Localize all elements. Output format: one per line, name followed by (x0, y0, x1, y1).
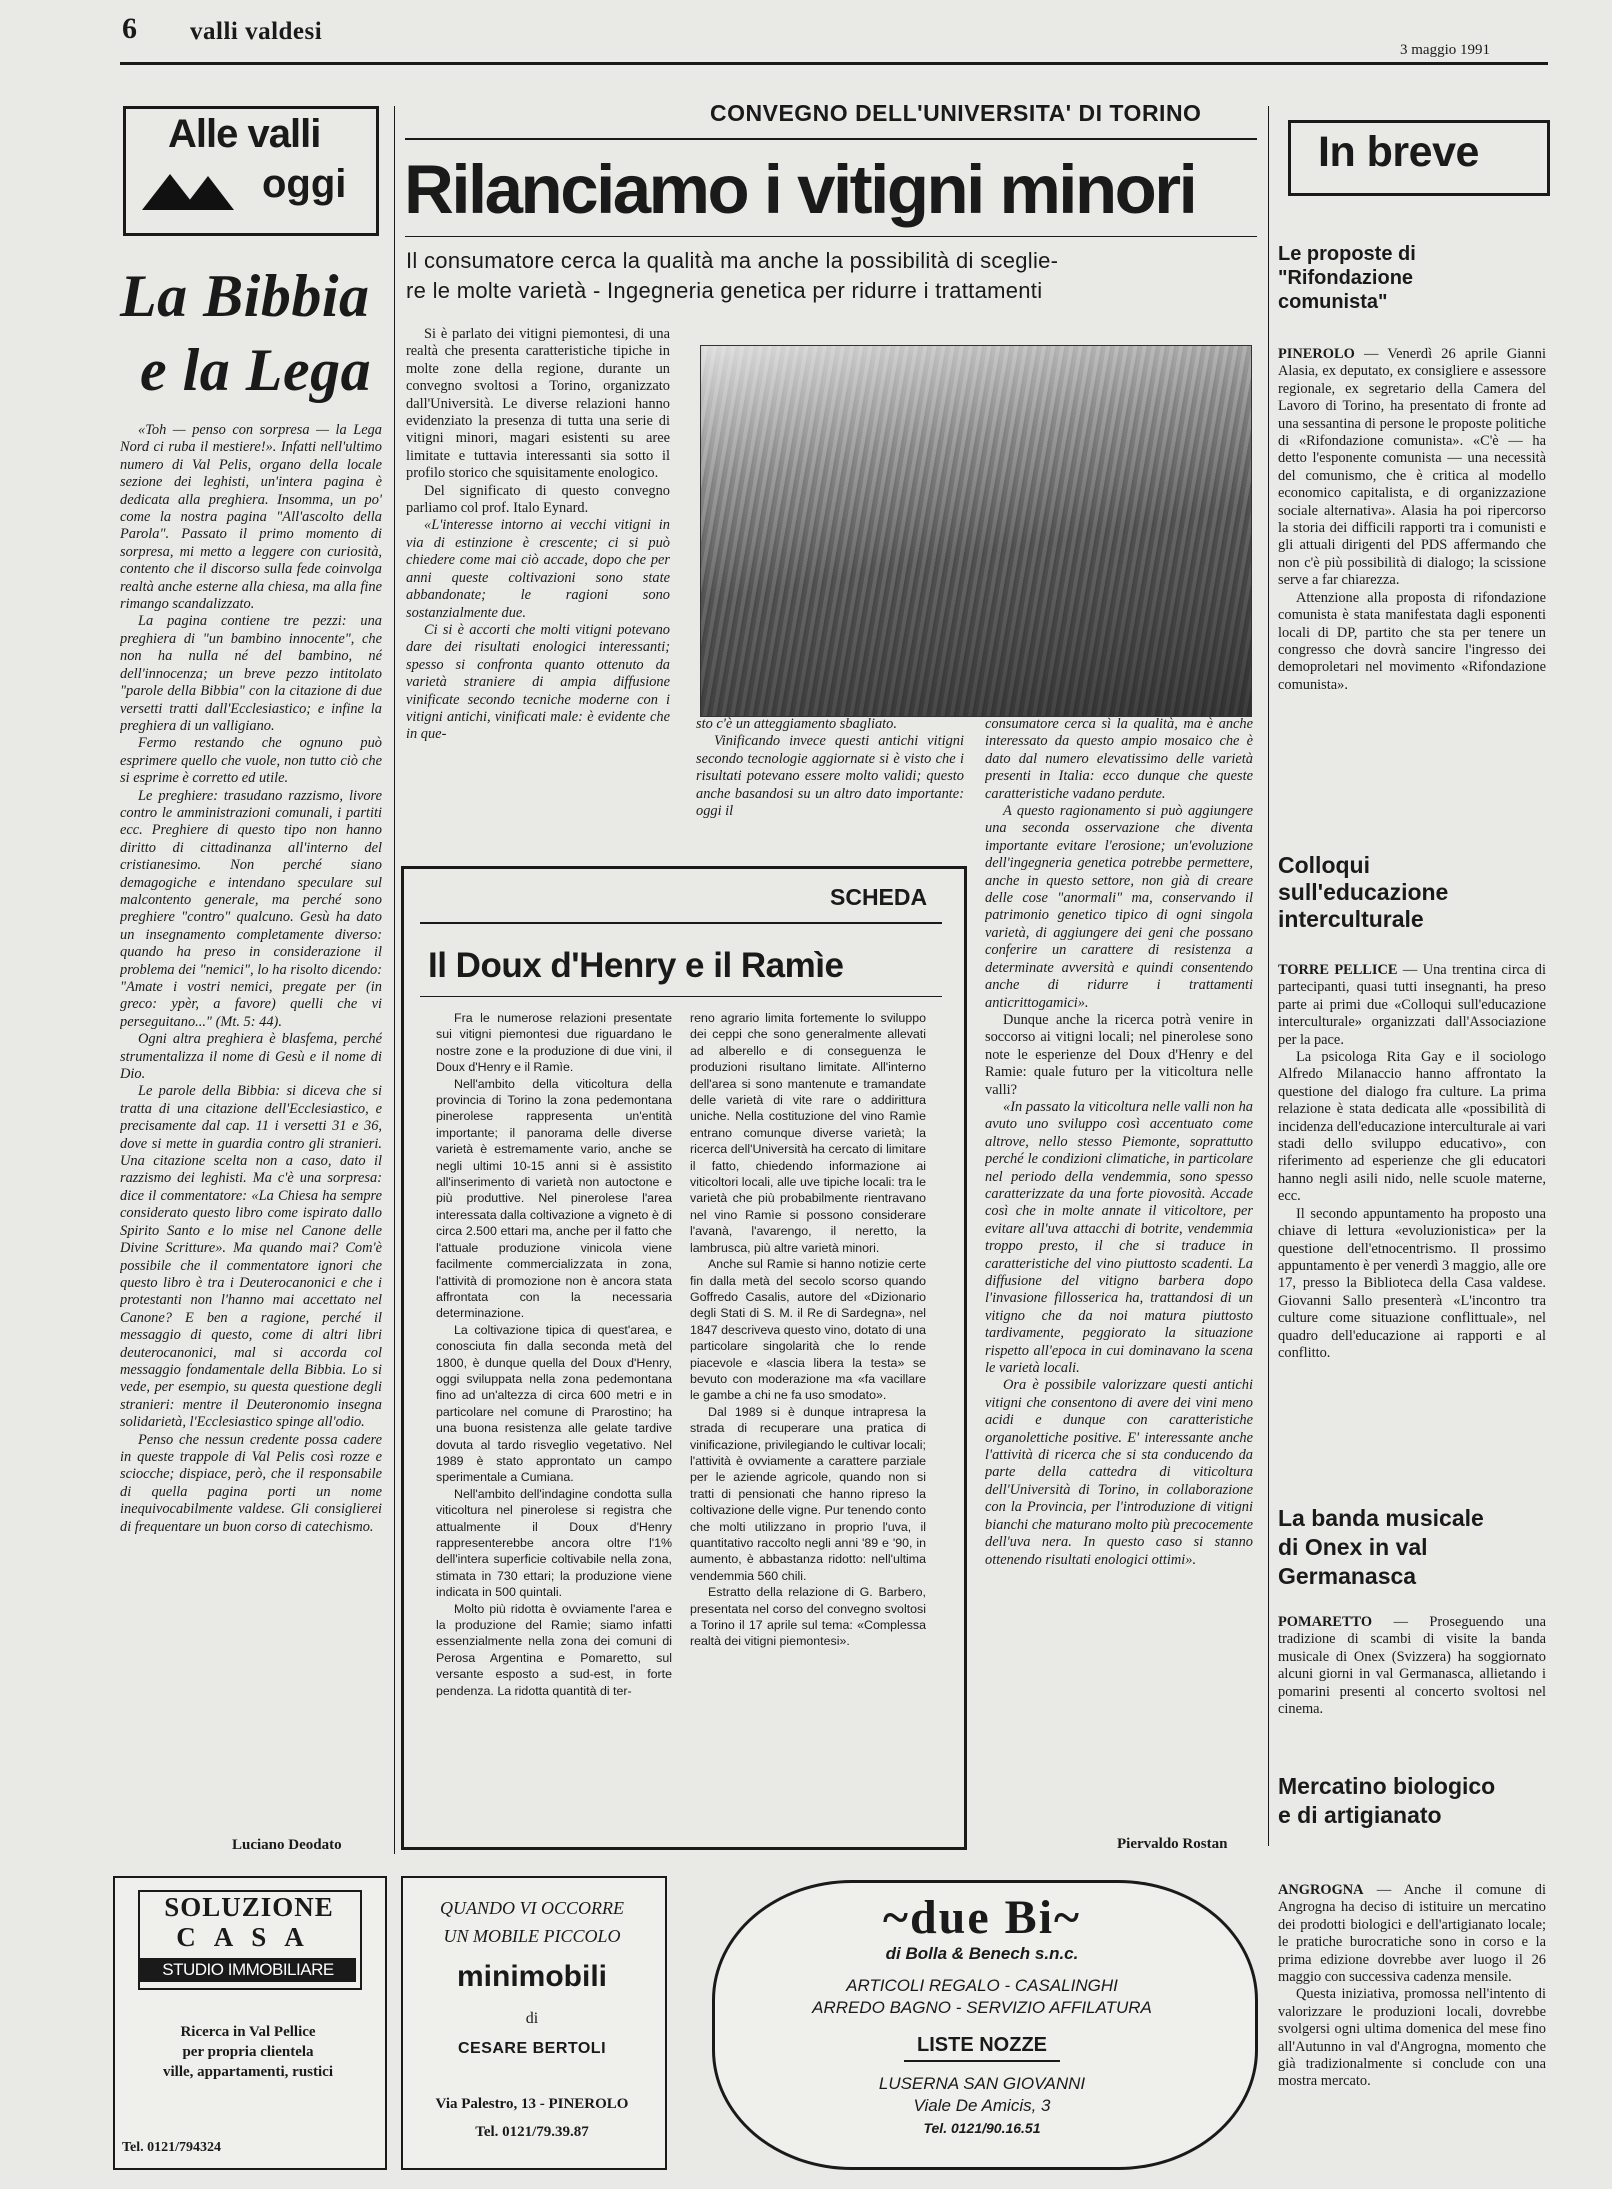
ad3-company: di Bolla & Benech s.n.c. (885, 1944, 1079, 1963)
left-article-body: «Toh — penso con sorpresa — la Lega Nord ci ruba il mestiere!». Infatti nell'ultimo numero di Val Pelis, organo della locale sezione dei leghisti, un'intera pagina è dedicata alla preghiera. Insomma, un po' come la nostra pagina "All'ascolto della Parola". Passato il primo momento di sorpresa, mi metto a leggere con curiosità, contento che il discorso sulla fede coinvolga realtà anche esterne alla chiesa, ma alla fine rimango scandalizzato. La pagina contiene tre pezzi: una preghiera di "un bambino innocente", che non ha nulla né del bambino, né dell'innocenza; un breve pezzo intitolato "parole della Bibbia" con la citazione di due versetti tratti dall'Ecclesiastico; e infine la preghiera di un valligiano. Fermo restando che ognuno può esprimere quello che vuole, non tutto ciò che si esprime è corretto ed utile. Le preghiere: trasudano razzismo, livore contro le amministrazioni comunali, i partiti ecc. Preghiere di questo tipo non hanno diritto di cittadinanza all'interno del cristianesimo. Non perché siano demagogiche e intendano speculare sul malcontento generale, ma perché sono preghiere "contro" qualcuno. Gesù ha dato un insegnamento completamente diverso: quando ha preso in considerazione il problema dei "nemici", lo ha risolto dicendo: "Amate i vostri nemici, pregate per (in greco: ypèr, a favore) quelli che vi perseguitano..." (Mt. 5: 44). Ogni altra preghiera è blasfema, perché strumentalizza il nome di Gesù e il nome di Dio. Le parole della Bibbia: si diceva che si tratta di una citazione dell'Ecclesiastico, e precisamente dal cap. 11 i versetti 31 e 36, dove si mette in guardia contro gli stranieri. Una citazione scelta non a caso, dato il razzismo dei leghisti. Ma c'è una sorpresa: dice il commentatore: «La Chiesa ha sempre considerato questo libro come ispirato dallo Spirito Santo e lo mise nel Canone delle Divine Scritture». Ma quando mai? Com'è possibile che il commentatore ignori che questo libro è tra i Deuterocanonici e che i protestanti non l'hanno mai accettato nel Canone? E ben a ragione, perché il messaggio di questo, come di altri libri deuterocanonici, mal si accorda col messaggio fondamentale della Bibbia. Lo si vede, per esempio, su questa questione degli stranieri: mentre il Deuteronomio insegna solidarietà, l'Ecclesiastico spinge all'odio. Penso che nessun credente possa cadere in queste trappole di Val Pelis così rozze e sciocche; dispiace, però, che il responsabile di quella pagina porti un nome inequivocabilmente valdese. Gli consiglierei di frequentare un buon corso di catechismo. (120, 422, 382, 1535)
header-rule (120, 62, 1548, 65)
ad2-owner: CESARE BERTOLI (457, 2040, 607, 2057)
ad2-brand: minimobili (457, 1960, 607, 1993)
ad1-text3: ville, appartamenti, rustici (163, 2064, 333, 2080)
brief4-title: Mercatino biologico e di artigianato (1278, 1773, 1496, 1828)
page-number: 6 (122, 12, 137, 45)
ad3-phone: Tel. 0121/90.16.51 (923, 2120, 1041, 2136)
ad2-line1: QUANDO VI OCCORRE (440, 1898, 624, 1918)
ad1-text2: per propria clientela (182, 2044, 314, 2060)
vineyard-photo (700, 345, 1252, 717)
ad2-address: Via Palestro, 13 - PINEROLO (435, 2096, 629, 2112)
mountains-icon (142, 170, 242, 210)
ad2-di: di (525, 2010, 539, 2027)
main-title: Rilanciamo i vitigni minori (404, 151, 1196, 228)
main-col2: sto c'è un atteggiamento sbagliato. Vinificando invece questi antichi vitigni secondo tecnologie aggiornate si è visto che i risultati potevano essere molto validi; questo anche basandosi su un altro dato importante: oggi il (696, 716, 964, 820)
ad3-address: Viale De Amicis, 3 (913, 2096, 1051, 2115)
ad1-phone: Tel. 0121/794324 (122, 2140, 222, 2155)
ad1-line2: CASA (176, 1922, 322, 1952)
issue-date: 3 maggio 1991 (1400, 42, 1490, 58)
brief2-title: Colloqui sull'educazione interculturale (1278, 852, 1449, 932)
ad1-line3: STUDIO IMMOBILIARE (140, 1958, 356, 1982)
ad1-line1: SOLUZIONE (164, 1892, 334, 1922)
brief1-title: Le proposte di "Rifondazione comunista" (1278, 243, 1416, 313)
ad1-text1: Ricerca in Val Pellice (180, 2024, 316, 2040)
ad2-phone: Tel. 0121/79.39.87 (475, 2124, 589, 2140)
main-title-rule (405, 236, 1257, 237)
scheda-col2: reno agrario limita fortemente lo sviluppo dei ceppi che sono generalmente allevati ad alberello e di conseguenza le produzioni risultano limitate. All'interno dell'area si sono mantenute e tramandate delle varietà di vite rare o addirittura uniche. Nella costituzione del vino Ramìe entrano comunque diverse varietà; la ricerca dell'Università ha cercato di limitare il fatto, chiedendo informazione ai viticoltori locali, alle uve tipiche locali: tra le varietà che più probabilmente rientravano nel vino Ramìe si possono considerare l'avanà, l'avarengo, il neretto, la lambrusca, più altre varietà minori. Anche sul Ramìe si hanno notizie certe fin dalla metà del secolo scorso quando Goffredo Casalis, autore del «Dizionario degli Stati di S. M. il Re di Sardegna», nel 1847 descriveva questo vino, dotato di una particolare singolarità che lo rende piacevole e «lascia libera la testa» se bevuto con moderazione ma «fa vacillare le gambe a chi ne fa uso smodato». Dal 1989 si è dunque intrapresa la strada di recuperare una pratica di vinificazione, privilegiando le cultivar locali; l'attività è ovviamente a carattere parziale per le aziende agricole, quando non si tratti di pensionati che hanno ripreso la coltivazione delle vigne. Pur tenendo conto che molti utilizzano in proprio l'uva, il quantitativo raccolto negli anni '89 e '90, in aumento, è abbastanza ridotto: nell'ultima vendemmia 560 chili. Estratto della relazione di G. Barbero, presentata nel corso del convegno svoltosi a Torino il 17 aprile sul tema: «Complessa realtà dei vitigni piemontesi». (690, 1011, 926, 1649)
main-col1: Si è parlato dei vitigni piemontesi, di una realtà che presenta caratteristiche tipiche in molte zone della regione, durante un convegno svoltosi a Torino, organizzato dall'Università. Le diverse relazioni hanno evidenziato la presenza di tutta una serie di vitigni minori, magari esistenti su aree limitate e tuttavia interessanti sia sotto il profilo storico che squisitamente enologico. Del significato di questo convegno parliamo col prof. Italo Eynard. «L'interesse intorno ai vecchi vitigni in via di estinzione è crescente; ci si può chiedere come mai ciò accade, dopo che per anni queste coltivazioni sono state abbandonate; le ragioni sono sostanzialmente due. Ci si è accorti che molti vitigni potevano dare dei risultati enologici interessanti; spesso si confronta quanto ottenuto da varietà straniere di ampia diffusione vinificate secondo tecniche moderne con i vitigni antichi, vinificati male: è evidente che in que- (406, 326, 670, 743)
scheda-col1: Fra le numerose relazioni presentate sui vitigni piemontesi due riguardano le nostre zone e la produzione di due vini, il Doux d'Henry e il Ramìe. Nell'ambito della viticoltura della provincia di Torino la zona pedemontana pinerolese rappresenta un'entità importante; il panorama delle diverse varietà è estremamente vario, anche se negli ultimi 10-15 anni si è assistito all'inserimento di varietà non autoctone e più produttive. Nel pinerolese l'area interessata dalla coltivazione a vigneto è di circa 2.500 ettari ma, anche per il fatto che l'attuale produzione vinicola viene facilmente commercializzata in zona, l'attività di promozione non è ancora stata affrontata con la necessaria determinazione. La coltivazione tipica di quest'area, e conosciuta fin dalla seconda metà del 1800, è dunque quella del Doux d'Henry, oggi sviluppata nella zona pedemontana fino ad un'altezza di circa 600 metri e in particolare nel comune di Prarostino; ha una buona resistenza alle gelate tardive dovuta al tardo risveglio vegetativo. Nel 1989 è stato approntato un campo sperimentale a Cumiana. Nell'ambito dell'indagine condotta sulla viticoltura nel pinerolese si registra che attualmente il Doux d'Henry rappresenterebbe ancora oltre l'1% dell'intera superficie coltivabile nella zona, stimata in 730 ettari; la produzione viene indicata in 500 quintali. Molto più ridotta è ovviamente l'area e la produzione del Ramìe; siamo infatti essenzialmente nella zona dei comuni di Perosa Argentina e Pomaretto, sul versante esposto a sud-est, in forte pendenza. La ridotta quantità di ter- (436, 1011, 672, 1698)
scheda-label: SCHEDA (830, 884, 928, 910)
in-breve-header: In breve (1318, 128, 1479, 176)
left-article-title-1: La Bibbia (120, 263, 370, 329)
brief1-body: PINEROLO — Venerdì 26 aprile Gianni Alasia, ex deputato, ex consigliere e assessore regionale, ex segretario della Camera del Lavoro di Torino, ha presentato di fronte ad una sessantina di persone le proposte politiche di «Rifondazione comunista». «C'è — ha detto l'esponente comunista — una necessità del comunismo, che è critica al modello economico capitalista, e di organizzazione sociale alternativa». Alasia ha poi ripercorso la storia dei difficili rapporti tra i comunisti e gli attuali dirigenti del PDS affermando che non c'è più possibilità di dialogo; la scissione serve a far chiarezza. Attenzione alla proposta di rifondazione comunista è stata manifestata dagli esponenti locali di DP, partito che sta per tenere un congresso che dovrà sancire l'ingresso dei demoproletari nel movimento «Rifondazione comunista». (1278, 346, 1546, 693)
ad3-brand: ~due Bi~ (883, 1891, 1081, 1944)
left-article-author: Luciano Deodato (232, 1837, 342, 1853)
box-line1: Alle valli (168, 112, 321, 156)
brief2-body: TORRE PELLICE — Una trentina circa di partecipanti, quasi tutti insegnanti, ha preso parte ai primi due «Colloqui sull'educazione interculturale» organizzati dall'Associazione per la pace. La psicologa Rita Gay e il sociologo Alfredo Milanaccio hanno affrontato la questione del dialogo fra culture. La prima relazione è stata dedicata alle «possibilità di incidenza dell'educazione interculturale ai vari stadi dello sviluppo educativo», con riferimento ad esperienze che gli educatori hanno negli asili nido, nelle scuole materne, ecc. Il secondo appuntamento ha proposto una chiave di lettura «evoluzionistica» per la questione dell'etnocentrismo. Il prossimo appuntamento è per venerdì 3 maggio, alle ore 17, presso la Biblioteca della Casa valdese. Giovanni Sallo presenterà «L'incontro tra culture come situazione conflittuale», nel quadro dell'educazione ai rapporti e al conflitto. (1278, 962, 1546, 1361)
left-column-separator (394, 106, 395, 1854)
ad3-line2: ARREDO BAGNO - SERVIZIO AFFILATURA (812, 1998, 1152, 2017)
main-col3: consumatore cerca sì la qualità, ma è anche interessato da questo ampio mosaico che è dato dal numero elevatissimo delle varietà presenti in Italia: ecco dunque che queste caratteristiche vadano perdute. A questo ragionamento si può aggiungere una seconda osservazione che diventa importante evitare l'erosione; un'evoluzione dell'ingegneria genetica potrebbe permettere, anche in questo settore, non già di creare delle cose "anormali" ma, conservando il patrimonio genetico tipico di ogni singola varietà, di aggiungere dei geni che possano conferire un carattere di resistenza a determinate avversità e quindi consentendo anche di ridurre i trattamenti anticrittogamici». Dunque anche la ricerca potrà venire in soccorso ai vitigni locali; nel pinerolese sono note le esperienze del Doux d'Henry e del Ramie: quale futuro per la viticoltura nelle valli? «In passato la viticoltura nelle valli non ha avuto uno sviluppo così accentuato come altrove, nello stesso Piemonte, soprattutto perché le condizioni climatiche, in particolare nel periodo della vendemmia, sono spesso caratterizzate da una forte piovosità. Accade così che in molte annate il viticoltore, per evitare all'uva attacchi di botrite, vendemmia troppo presto, il che si traduce in caratteristiche del vino piuttosto scadenti. La diffusione del vitigno barbera dopo l'invasione fillosserica ha, trattandosi di un vitigno che da noi matura piuttosto tardivamente, peggiorato la situazione rispetto all'epoca in cui dominavano la scena le varietà locali. Ora è possibile valorizzare questi antichi vitigni che consentono di avere dei vini meno acidi e dunque con caratteristiche organolettiche positive. E' interessante anche l'attività di ricerca che si sta conducendo da parte della cattedra di viticoltura dell'Università di Torino, in collaborazione con la Provincia, per l'introduzione di vitigni bianchi che maturano molto più precocemente dell'uva nera. In questo caso si stanno ottenendo risultati enologici ottimi». (985, 716, 1253, 1568)
scheda-label-rule (420, 922, 942, 924)
right-column-separator (1268, 106, 1269, 1846)
masthead: valli valdesi (190, 18, 323, 45)
main-subtitle-2: re le molte varietà - Ingegneria genetica per ridurre i trattamenti (406, 278, 1043, 303)
brief4-body: ANGROGNA — Anche il comune di Angrogna ha deciso di istituire un mercatino dei prodotti biologici e dell'artigianato locale; le pratiche burocratiche sono in corso e la prima edizione dovrebbe aver luogo il 26 maggio con successiva cadenza mensile. Questa iniziativa, promossa nell'intento di valorizzare le produzioni locali, dovrebbe svolgersi ogni ultima domenica del mese fino all'Autunno in val d'Angrogna, momento che già tradizionalmente si conclude con una mostra mercato. (1278, 1882, 1546, 2090)
ad3-line1: ARTICOLI REGALO - CASALINGHI (846, 1976, 1118, 1995)
brief3-title: La banda musicale di Onex in val Germanasca (1278, 1505, 1484, 1589)
left-article-title-2: e la Lega (140, 337, 372, 403)
main-kicker-rule (405, 138, 1257, 140)
ad3-highlight: LISTE NOZZE (917, 2034, 1047, 2056)
ad3-city: LUSERNA SAN GIOVANNI (878, 2074, 1086, 2093)
scheda-title: Il Doux d'Henry e il Ramìe (428, 946, 844, 985)
main-article-author: Piervaldo Rostan (1117, 1836, 1228, 1852)
scheda-title-rule (420, 996, 942, 997)
ad2-line2: UN MOBILE PICCOLO (443, 1926, 621, 1946)
ad3-highlight-rule (904, 2060, 1060, 2062)
main-kicker: CONVEGNO DELL'UNIVERSITA' DI TORINO (710, 100, 1202, 126)
brief3-body: POMARETTO — Proseguendo una tradizione di scambi di visite la banda musicale di Onex (Svizzera) ha soggiornato alcuni giorni in val Germanasca, allietando i pomarini presenti al concerto svoltosi nel cinema. (1278, 1614, 1546, 1718)
box-line2: oggi (262, 162, 347, 206)
main-subtitle-1: Il consumatore cerca la qualità ma anche la possibilità di sceglie- (406, 248, 1059, 273)
